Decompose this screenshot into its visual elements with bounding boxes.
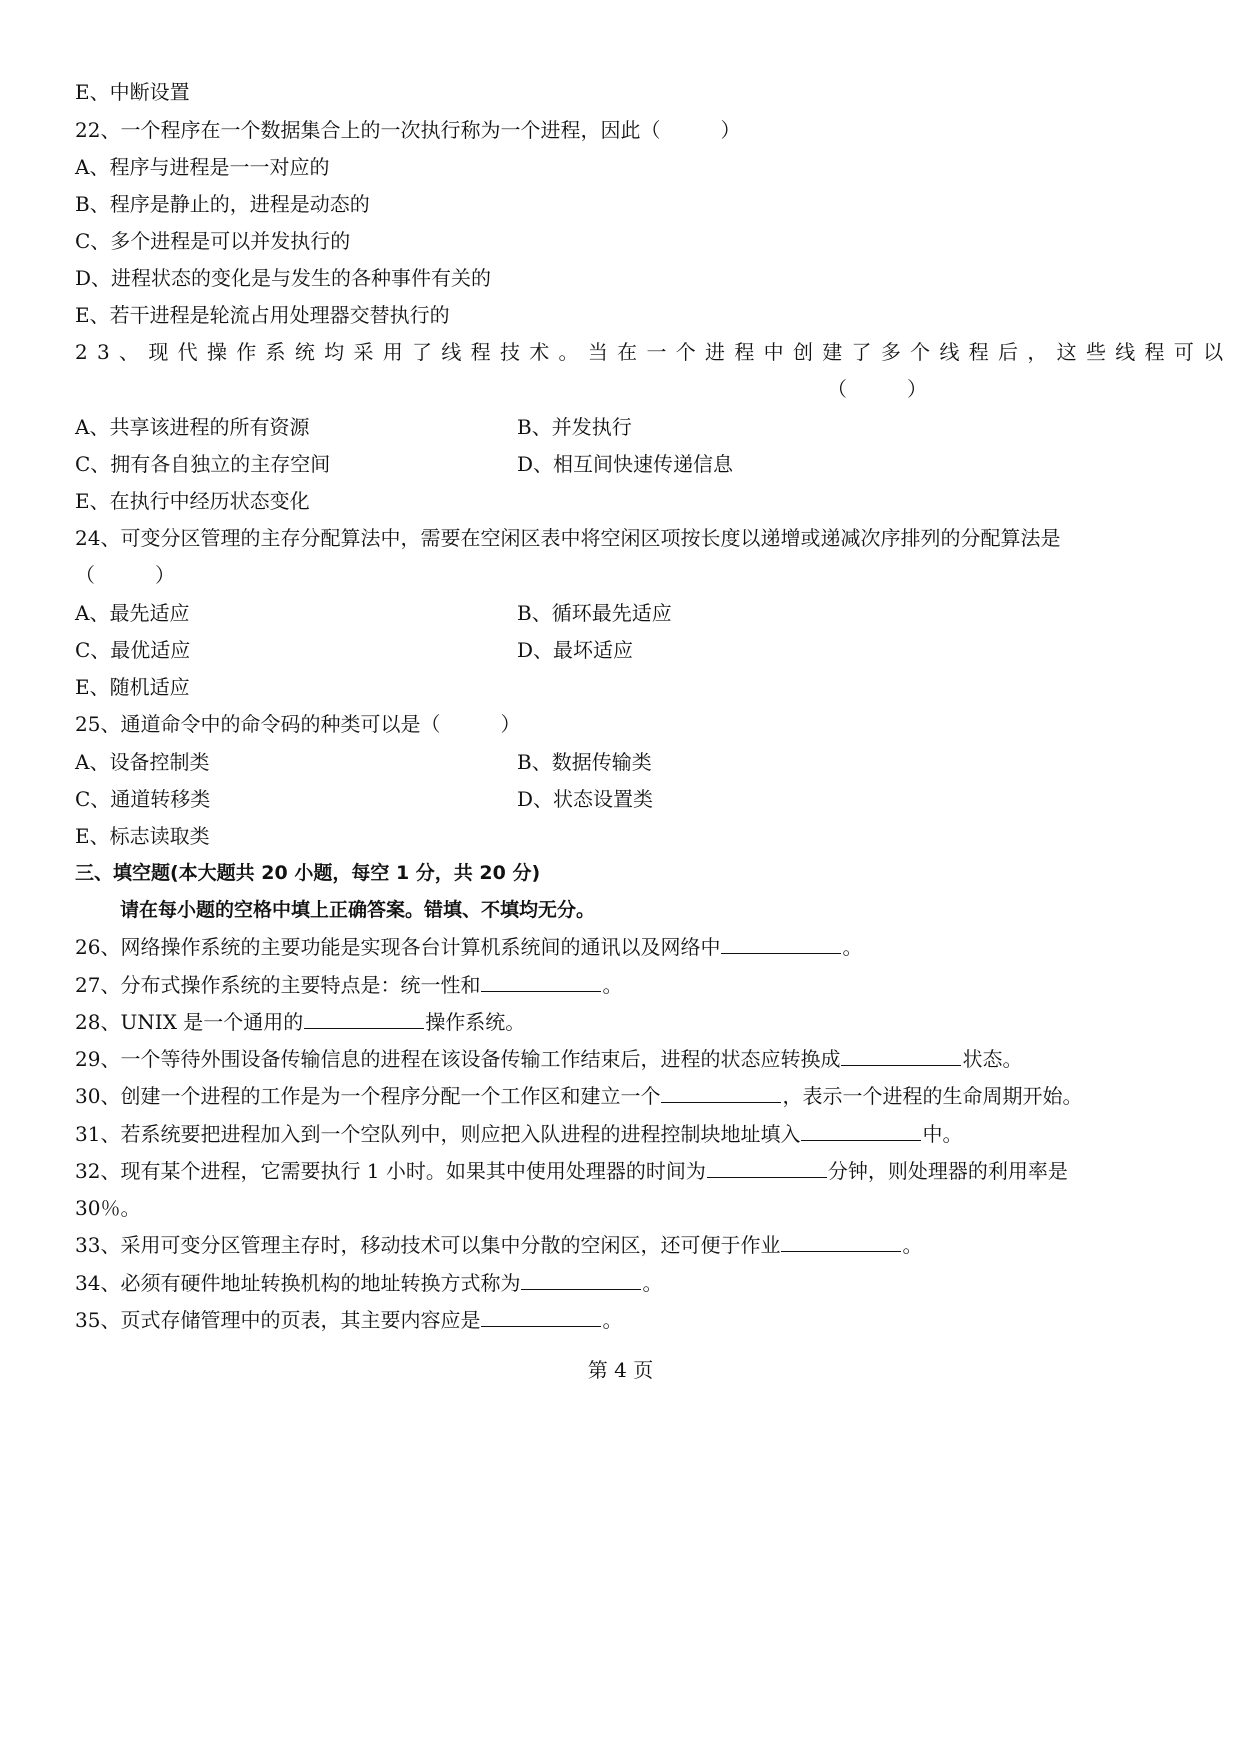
question-35	[75, 1306, 622, 1334]
question-text: 26、网络操作系统的主要功能是实现各台计算机系统间的通讯以及网络中	[75, 935, 721, 959]
question-text: 32、现有某个进程，它需要执行 1 小时。如果其中使用处理器的时间为	[75, 1159, 706, 1183]
answer-blank[interactable]	[721, 933, 841, 954]
answer-blank[interactable]	[781, 1231, 901, 1252]
question-text: 29、一个等待外围设备传输信息的进程在该设备传输工作结束后，进程的状态应转换成	[75, 1047, 841, 1071]
answer-blank[interactable]	[661, 1082, 781, 1103]
page-number: 第 4 页	[587, 1358, 654, 1382]
option-line: A、设备控制类	[75, 750, 210, 774]
option-line: B、数据传输类	[517, 750, 652, 774]
section-heading: 三、填空题(本大题共 20 小题，每空 1 分，共 20 分)	[75, 862, 541, 884]
option-line: A、共享该进程的所有资源	[75, 415, 310, 439]
option-line: E、随机适应	[75, 675, 190, 699]
question-text: 。	[842, 935, 863, 959]
option-line: A、程序与进程是一一对应的	[75, 155, 330, 179]
option-line: E、标志读取类	[75, 824, 210, 848]
question-text: 27、分布式操作系统的主要特点是：统一性和	[75, 973, 481, 997]
question-text: 中。	[922, 1122, 963, 1146]
answer-blank[interactable]	[801, 1120, 921, 1141]
question-text: 34、必须有硬件地址转换机构的地址转换方式称为	[75, 1271, 521, 1295]
question-23: 23、现代操作系统均采用了线程技术。当在一个进程中创建了多个线程后，这些线程可以	[75, 340, 1233, 364]
option-line: E、若干进程是轮流占用处理器交替执行的	[75, 303, 450, 327]
answer-blank[interactable]	[481, 1306, 601, 1327]
option-line: D、状态设置类	[517, 787, 654, 811]
question-text: 操作系统。	[425, 1010, 526, 1034]
option-line: B、程序是静止的，进程是动态的	[75, 192, 370, 216]
answer-blank[interactable]	[521, 1269, 641, 1290]
question-31	[75, 1120, 962, 1148]
question-26	[75, 933, 862, 961]
question-27	[75, 971, 622, 999]
answer-blank[interactable]	[707, 1157, 827, 1178]
question-text: 。	[602, 973, 623, 997]
question-text: 28、UNIX 是一个通用的	[75, 1010, 304, 1034]
question-text: 35、页式存储管理中的页表，其主要内容应是	[75, 1308, 481, 1332]
answer-paren: （ ）	[827, 377, 927, 401]
answer-paren: （ ）	[75, 563, 175, 587]
question-text: ，表示一个进程的生命周期开始。	[782, 1084, 1083, 1108]
question-text: 31、若系统要把进程加入到一个空队列中，则应把入队进程的进程控制块地址填入	[75, 1122, 801, 1146]
answer-blank[interactable]	[304, 1008, 424, 1029]
answer-blank[interactable]	[481, 971, 601, 992]
option-line: B、循环最先适应	[517, 601, 672, 625]
option-line: C、最优适应	[75, 638, 191, 662]
question-28	[75, 1008, 525, 1036]
question-text: 33、采用可变分区管理主存时，移动技术可以集中分散的空闲区，还可便于作业	[75, 1233, 781, 1257]
question-text: 。	[902, 1233, 923, 1257]
question-30	[75, 1082, 1082, 1110]
question-text: 分钟，则处理器的利用率是	[827, 1159, 1068, 1183]
question-text: 。	[602, 1308, 623, 1332]
option-line: C、通道转移类	[75, 787, 211, 811]
question-34	[75, 1269, 662, 1297]
question-text: 。	[642, 1271, 663, 1295]
answer-blank[interactable]	[841, 1045, 961, 1066]
question-32-continued: 30％。	[75, 1196, 141, 1220]
question-25: 25、通道命令中的命令码的种类可以是（ ）	[75, 712, 521, 736]
option-line: C、拥有各自独立的主存空间	[75, 452, 331, 476]
question-29	[75, 1045, 1022, 1073]
question-text: 状态。	[962, 1047, 1023, 1071]
question-22: 22、一个程序在一个数据集合上的一次执行称为一个进程，因此（ ）	[75, 118, 741, 142]
option-line: D、最坏适应	[517, 638, 634, 662]
question-text: 30、创建一个进程的工作是为一个程序分配一个工作区和建立一个	[75, 1084, 661, 1108]
question-33	[75, 1231, 922, 1259]
option-line: D、相互间快速传递信息	[517, 452, 734, 476]
option-line: E、在执行中经历状态变化	[75, 489, 310, 513]
option-line: C、多个进程是可以并发执行的	[75, 229, 351, 253]
question-24: 24、可变分区管理的主存分配算法中，需要在空闲区表中将空闲区项按长度以递增或递减次序排列的分配算法是	[75, 526, 1061, 550]
section-instructions: 请在每小题的空格中填上正确答案。错填、不填均无分。	[120, 899, 596, 921]
option-line: A、最先适应	[75, 601, 190, 625]
option-line: B、并发执行	[517, 415, 632, 439]
option-line: E、中断设置	[75, 80, 190, 104]
question-32	[75, 1157, 1068, 1185]
option-line: D、进程状态的变化是与发生的各种事件有关的	[75, 266, 492, 290]
